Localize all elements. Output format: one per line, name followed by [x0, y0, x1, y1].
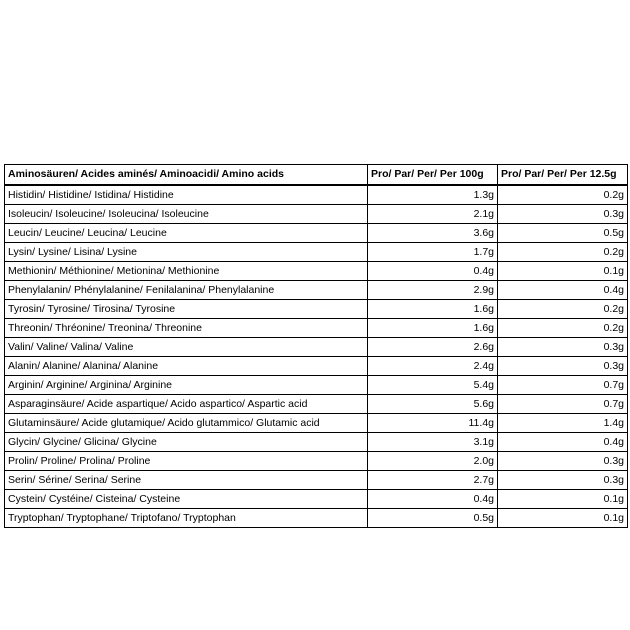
value-per-100g: 3.1g: [368, 433, 498, 452]
value-per-100g: 1.6g: [368, 319, 498, 338]
table-header-row: [5, 165, 628, 186]
value-per-100g: 2.9g: [368, 281, 498, 300]
value-per-12-5g: 0.3g: [498, 471, 628, 490]
amino-acid-name: Valin/ Valine/ Valina/ Valine: [5, 338, 368, 357]
amino-acid-name: Cystein/ Cystéine/ Cisteina/ Cysteine: [5, 490, 368, 509]
table-row: [5, 471, 628, 490]
amino-acid-name: Serin/ Sérine/ Serina/ Serine: [5, 471, 368, 490]
amino-acid-name: Methionin/ Méthionine/ Metionina/ Methionine: [5, 262, 368, 281]
table-row: [5, 509, 628, 528]
value-per-100g: 1.6g: [368, 300, 498, 319]
value-per-12-5g: 0.3g: [498, 338, 628, 357]
table-body: [5, 185, 628, 528]
amino-acid-name: Glutaminsäure/ Acide glutamique/ Acido glutammico/ Glutamic acid: [5, 414, 368, 433]
table-row: [5, 300, 628, 319]
value-per-100g: 11.4g: [368, 414, 498, 433]
header-amino-acids: Aminosäuren/ Acides aminés/ Aminoacidi/ Amino acids: [5, 165, 368, 186]
value-per-100g: 3.6g: [368, 224, 498, 243]
amino-acid-name: Tyrosin/ Tyrosine/ Tirosina/ Tyrosine: [5, 300, 368, 319]
value-per-12-5g: 0.3g: [498, 357, 628, 376]
table-row: [5, 205, 628, 224]
value-per-12-5g: 1.4g: [498, 414, 628, 433]
value-per-12-5g: 0.7g: [498, 395, 628, 414]
amino-acid-name: Tryptophan/ Tryptophane/ Triptofano/ Tryptophan: [5, 509, 368, 528]
value-per-12-5g: 0.4g: [498, 433, 628, 452]
value-per-100g: 2.4g: [368, 357, 498, 376]
amino-acid-table: [4, 164, 628, 528]
amino-acid-name: Histidin/ Histidine/ Istidina/ Histidine: [5, 185, 368, 205]
amino-acid-name: Asparaginsäure/ Acide aspartique/ Acido aspartico/ Aspartic acid: [5, 395, 368, 414]
value-per-12-5g: 0.1g: [498, 262, 628, 281]
value-per-12-5g: 0.3g: [498, 205, 628, 224]
value-per-12-5g: 0.4g: [498, 281, 628, 300]
value-per-100g: 0.4g: [368, 490, 498, 509]
table-row: [5, 414, 628, 433]
table-row: [5, 338, 628, 357]
table-row: [5, 243, 628, 262]
amino-acid-name: Alanin/ Alanine/ Alanina/ Alanine: [5, 357, 368, 376]
value-per-12-5g: 0.5g: [498, 224, 628, 243]
value-per-100g: 0.5g: [368, 509, 498, 528]
value-per-12-5g: 0.3g: [498, 452, 628, 471]
table-row: [5, 281, 628, 300]
table-row: [5, 224, 628, 243]
amino-acid-name: Prolin/ Proline/ Prolina/ Proline: [5, 452, 368, 471]
value-per-12-5g: 0.1g: [498, 490, 628, 509]
amino-acid-name: Phenylalanin/ Phénylalanine/ Fenilalanina/ Phenylalanine: [5, 281, 368, 300]
table-row: [5, 376, 628, 395]
value-per-12-5g: 0.2g: [498, 243, 628, 262]
value-per-100g: 5.4g: [368, 376, 498, 395]
value-per-100g: 1.7g: [368, 243, 498, 262]
value-per-100g: 2.7g: [368, 471, 498, 490]
amino-acid-name: Glycin/ Glycine/ Glicina/ Glycine: [5, 433, 368, 452]
table-row: [5, 319, 628, 338]
value-per-100g: 0.4g: [368, 262, 498, 281]
amino-acid-name: Leucin/ Leucine/ Leucina/ Leucine: [5, 224, 368, 243]
header-per-100g: Pro/ Par/ Per/ Per 100g: [368, 165, 498, 186]
amino-acid-name: Threonin/ Thréonine/ Treonina/ Threonine: [5, 319, 368, 338]
value-per-100g: 1.3g: [368, 185, 498, 205]
table-row: [5, 357, 628, 376]
table-row: [5, 395, 628, 414]
value-per-12-5g: 0.1g: [498, 509, 628, 528]
amino-acid-name: Lysin/ Lysine/ Lisina/ Lysine: [5, 243, 368, 262]
value-per-100g: 2.1g: [368, 205, 498, 224]
value-per-100g: 2.6g: [368, 338, 498, 357]
value-per-100g: 2.0g: [368, 452, 498, 471]
table-row: [5, 262, 628, 281]
header-per-12-5g: Pro/ Par/ Per/ Per 12.5g: [498, 165, 628, 186]
value-per-12-5g: 0.2g: [498, 319, 628, 338]
value-per-12-5g: 0.2g: [498, 185, 628, 205]
table-row: [5, 185, 628, 205]
value-per-12-5g: 0.2g: [498, 300, 628, 319]
value-per-100g: 5.6g: [368, 395, 498, 414]
amino-acid-name: Arginin/ Arginine/ Arginina/ Arginine: [5, 376, 368, 395]
table-row: [5, 452, 628, 471]
value-per-12-5g: 0.7g: [498, 376, 628, 395]
amino-acid-name: Isoleucin/ Isoleucine/ Isoleucina/ Isoleucine: [5, 205, 368, 224]
table-row: [5, 433, 628, 452]
table-row: [5, 490, 628, 509]
